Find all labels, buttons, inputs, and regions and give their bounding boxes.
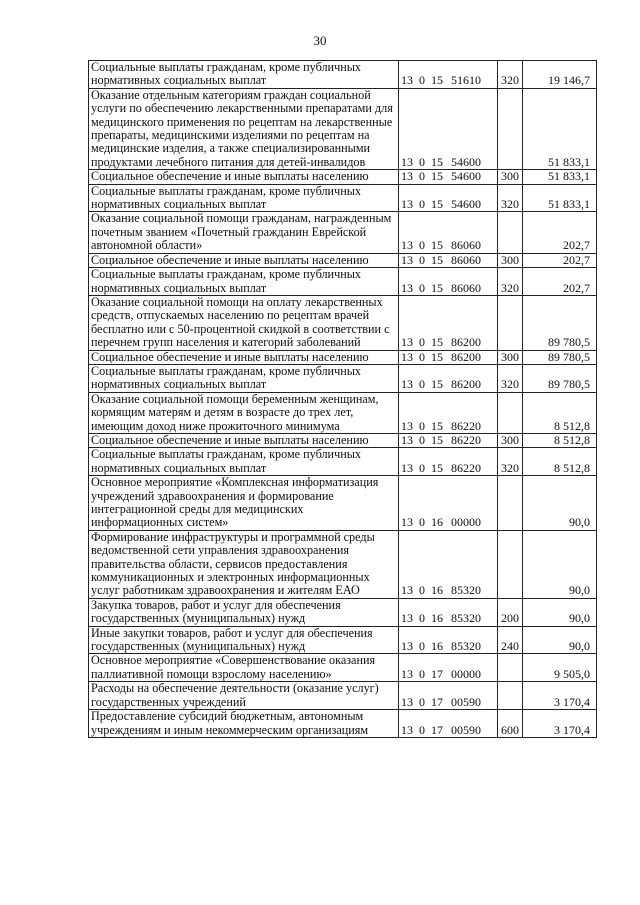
- row-expense-type: 600: [498, 710, 523, 738]
- code-part: 00000: [451, 666, 481, 681]
- code-part: 0: [419, 515, 425, 530]
- code-part: 86060: [451, 252, 481, 267]
- code-part: 13: [401, 252, 413, 267]
- table-row: [89, 170, 597, 184]
- code-part: 85320: [451, 611, 481, 626]
- code-part: 15: [431, 460, 443, 475]
- row-name: Социальные выплаты гражданам, кроме публичных нормативных социальных выплат: [89, 448, 399, 476]
- row-code: [399, 654, 498, 682]
- row-code: [399, 433, 498, 447]
- code-part: 13: [401, 238, 413, 253]
- code-part: 13: [401, 197, 413, 212]
- row-code: [399, 710, 498, 738]
- code-part: 16: [431, 611, 443, 626]
- row-amount: 89 780,5: [523, 295, 597, 350]
- code-part: 13: [401, 639, 413, 654]
- row-code: [399, 530, 498, 598]
- table-row: [89, 295, 597, 350]
- code-part: 0: [419, 639, 425, 654]
- code-part: 13: [401, 377, 413, 392]
- page-number: 30: [313, 33, 327, 48]
- row-amount: 8 512,8: [523, 433, 597, 447]
- row-name: Социальные выплаты гражданам, кроме публичных нормативных социальных выплат: [89, 364, 399, 392]
- code-part: 0: [419, 335, 425, 350]
- row-expense-type: 320: [498, 448, 523, 476]
- row-code: [399, 253, 498, 267]
- row-expense-type: 300: [498, 433, 523, 447]
- code-part: 13: [401, 694, 413, 709]
- row-name: Социальные выплаты гражданам, кроме публичных нормативных социальных выплат: [89, 268, 399, 296]
- code-part: 86060: [451, 280, 481, 295]
- row-amount: 89 780,5: [523, 364, 597, 392]
- row-amount: 202,7: [523, 212, 597, 253]
- row-amount: 51 833,1: [523, 184, 597, 212]
- row-expense-type: 200: [498, 598, 523, 626]
- code-part: 0: [419, 611, 425, 626]
- code-part: 54600: [451, 154, 481, 169]
- row-name: Социальное обеспечение и иные выплаты населению: [89, 170, 399, 184]
- row-amount: 3 170,4: [523, 682, 597, 710]
- row-code: [399, 626, 498, 654]
- row-expense-type: [498, 476, 523, 531]
- code-part: 0: [419, 197, 425, 212]
- row-name: Оказание отдельным категориям граждан социальной услуги по обеспечению лекарственными препаратами для медицинского применения по рецептам на лекарственные препараты, медицинскими изделиями по рецептам на медицинские изделия, а также специализированными продуктами лечебного питания для детей-инвалидов: [89, 88, 399, 169]
- code-part: 85320: [451, 639, 481, 654]
- row-code: [399, 170, 498, 184]
- code-part: 51610: [451, 73, 481, 88]
- row-amount: 19 146,7: [523, 61, 597, 89]
- table-row: [89, 654, 597, 682]
- row-expense-type: [498, 212, 523, 253]
- row-expense-type: 300: [498, 350, 523, 364]
- code-part: 0: [419, 349, 425, 364]
- code-part: 00590: [451, 694, 481, 709]
- table-row: [89, 476, 597, 531]
- code-part: 85320: [451, 583, 481, 598]
- table-row: [89, 184, 597, 212]
- row-name: Социальное обеспечение и иные выплаты населению: [89, 253, 399, 267]
- row-expense-type: 300: [498, 253, 523, 267]
- code-part: 13: [401, 583, 413, 598]
- code-part: 0: [419, 154, 425, 169]
- row-code: [399, 212, 498, 253]
- code-part: 13: [401, 666, 413, 681]
- row-name: Иные закупки товаров, работ и услуг для обеспечения государственных (муниципальных) нужд: [89, 626, 399, 654]
- code-part: 0: [419, 722, 425, 737]
- code-part: 15: [431, 432, 443, 447]
- code-part: 16: [431, 515, 443, 530]
- code-part: 54600: [451, 169, 481, 184]
- table-row: [89, 682, 597, 710]
- code-part: 0: [419, 418, 425, 433]
- row-code: [399, 88, 498, 169]
- table-row: [89, 268, 597, 296]
- row-name: Основное мероприятие «Совершенствование оказания паллиативной помощи взрослому населению»: [89, 654, 399, 682]
- row-name: Предоставление субсидий бюджетным, автономным учреждениям и иным некоммерческим организациям: [89, 710, 399, 738]
- row-amount: 202,7: [523, 268, 597, 296]
- row-code: [399, 598, 498, 626]
- code-part: 13: [401, 335, 413, 350]
- code-part: 15: [431, 280, 443, 295]
- row-amount: 51 833,1: [523, 88, 597, 169]
- code-part: 13: [401, 418, 413, 433]
- row-amount: 90,0: [523, 626, 597, 654]
- table-row: [89, 530, 597, 598]
- code-part: 15: [431, 252, 443, 267]
- table-row: [89, 598, 597, 626]
- row-name: Социальные выплаты гражданам, кроме публичных нормативных социальных выплат: [89, 184, 399, 212]
- row-amount: 90,0: [523, 598, 597, 626]
- row-code: [399, 682, 498, 710]
- row-amount: 9 505,0: [523, 654, 597, 682]
- row-expense-type: 240: [498, 626, 523, 654]
- row-code: [399, 476, 498, 531]
- code-part: 15: [431, 154, 443, 169]
- code-part: 13: [401, 154, 413, 169]
- table-row: [89, 212, 597, 253]
- row-expense-type: 320: [498, 268, 523, 296]
- table-row: [89, 448, 597, 476]
- row-code: [399, 448, 498, 476]
- code-part: 0: [419, 460, 425, 475]
- row-amount: 202,7: [523, 253, 597, 267]
- code-part: 16: [431, 583, 443, 598]
- code-part: 86220: [451, 432, 481, 447]
- code-part: 0: [419, 252, 425, 267]
- code-part: 17: [431, 666, 443, 681]
- row-expense-type: 300: [498, 170, 523, 184]
- row-amount: 89 780,5: [523, 350, 597, 364]
- row-name: Социальные выплаты гражданам, кроме публичных нормативных социальных выплат: [89, 61, 399, 89]
- row-expense-type: [498, 530, 523, 598]
- code-part: 0: [419, 73, 425, 88]
- row-expense-type: [498, 654, 523, 682]
- code-part: 15: [431, 238, 443, 253]
- table-row: [89, 61, 597, 89]
- code-part: 13: [401, 349, 413, 364]
- table-row: [89, 392, 597, 433]
- code-part: 0: [419, 694, 425, 709]
- code-part: 86200: [451, 349, 481, 364]
- code-part: 86220: [451, 460, 481, 475]
- code-part: 13: [401, 169, 413, 184]
- code-part: 13: [401, 722, 413, 737]
- row-code: [399, 184, 498, 212]
- code-part: 0: [419, 169, 425, 184]
- code-part: 15: [431, 335, 443, 350]
- table-row: [89, 88, 597, 169]
- row-code: [399, 350, 498, 364]
- code-part: 16: [431, 639, 443, 654]
- table-row: [89, 253, 597, 267]
- row-name: Оказание социальной помощи на оплату лекарственных средств, отпускаемых населению по рецептам врачей бесплатно или с 50-процентной скидкой в соответствии с перечнем групп населения и категорий заболеваний: [89, 295, 399, 350]
- row-expense-type: 320: [498, 184, 523, 212]
- code-part: 15: [431, 377, 443, 392]
- code-part: 00000: [451, 515, 481, 530]
- row-name: Закупка товаров, работ и услуг для обеспечения государственных (муниципальных) нужд: [89, 598, 399, 626]
- row-name: Формирование инфраструктуры и программной среды ведомственной сети управления здравоохранения правительства области, сервисов предоставления коммуникационных и электронных информационных услуг работникам здравоохранения и жителям ЕАО: [89, 530, 399, 598]
- row-code: [399, 392, 498, 433]
- code-part: 86200: [451, 377, 481, 392]
- row-name: Оказание социальной помощи гражданам, награжденным почетным званием «Почетный гражданин Еврейской автономной области»: [89, 212, 399, 253]
- code-part: 17: [431, 722, 443, 737]
- code-part: 13: [401, 611, 413, 626]
- code-part: 0: [419, 280, 425, 295]
- code-part: 15: [431, 169, 443, 184]
- row-name: Основное мероприятие «Комплексная информатизация учреждений здравоохранения и формирование интеграционной среды для медицинских информационных систем»: [89, 476, 399, 531]
- code-part: 13: [401, 73, 413, 88]
- code-part: 0: [419, 432, 425, 447]
- table-row: [89, 626, 597, 654]
- row-name: Оказание социальной помощи беременным женщинам, кормящим матерям и детям в возрасте до трех лет, имеющим доход ниже прожиточного минимума: [89, 392, 399, 433]
- row-expense-type: [498, 88, 523, 169]
- code-part: 13: [401, 515, 413, 530]
- code-part: 15: [431, 73, 443, 88]
- row-name: Социальное обеспечение и иные выплаты населению: [89, 433, 399, 447]
- code-part: 15: [431, 418, 443, 433]
- row-expense-type: [498, 392, 523, 433]
- row-amount: 3 170,4: [523, 710, 597, 738]
- row-expense-type: [498, 682, 523, 710]
- row-code: [399, 295, 498, 350]
- table-row: [89, 350, 597, 364]
- budget-table: [88, 60, 597, 738]
- row-amount: 90,0: [523, 476, 597, 531]
- row-amount: 8 512,8: [523, 448, 597, 476]
- code-part: 54600: [451, 197, 481, 212]
- row-expense-type: [498, 295, 523, 350]
- code-part: 13: [401, 460, 413, 475]
- table-row: [89, 433, 597, 447]
- code-part: 0: [419, 666, 425, 681]
- code-part: 86060: [451, 238, 481, 253]
- code-part: 0: [419, 377, 425, 392]
- row-name: Расходы на обеспечение деятельности (оказание услуг) государственных учреждений: [89, 682, 399, 710]
- row-code: [399, 61, 498, 89]
- code-part: 00590: [451, 722, 481, 737]
- row-code: [399, 364, 498, 392]
- row-code: [399, 268, 498, 296]
- row-amount: 90,0: [523, 530, 597, 598]
- row-expense-type: 320: [498, 61, 523, 89]
- row-expense-type: 320: [498, 364, 523, 392]
- code-part: 13: [401, 432, 413, 447]
- code-part: 0: [419, 583, 425, 598]
- row-amount: 8 512,8: [523, 392, 597, 433]
- code-part: 17: [431, 694, 443, 709]
- code-part: 15: [431, 349, 443, 364]
- code-part: 86200: [451, 335, 481, 350]
- code-part: 15: [431, 197, 443, 212]
- table-row: [89, 364, 597, 392]
- table-row: [89, 710, 597, 738]
- code-part: 13: [401, 280, 413, 295]
- row-name: Социальное обеспечение и иные выплаты населению: [89, 350, 399, 364]
- code-part: 0: [419, 238, 425, 253]
- row-amount: 51 833,1: [523, 170, 597, 184]
- code-part: 86220: [451, 418, 481, 433]
